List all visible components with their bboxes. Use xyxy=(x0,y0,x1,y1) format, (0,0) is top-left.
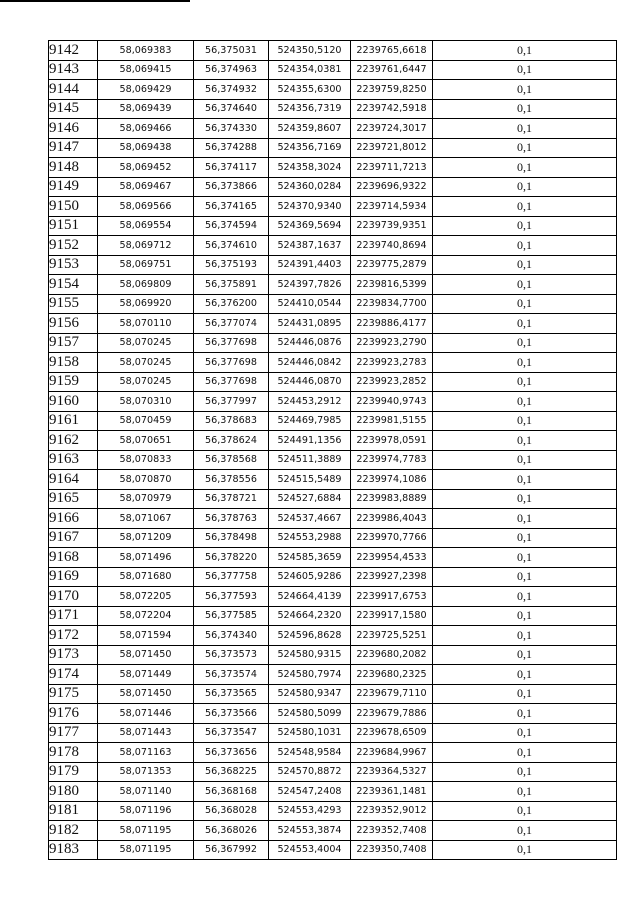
point-number-cell: 9156 xyxy=(49,314,98,334)
point-number-cell: 9168 xyxy=(49,548,98,568)
y-coordinate-cell: 2239983,8889 xyxy=(351,489,433,509)
y-coordinate-cell: 2239986,4043 xyxy=(351,509,433,529)
longitude-cell: 56,374594 xyxy=(194,216,269,236)
accuracy-cell: 0,1 xyxy=(433,353,617,373)
accuracy-cell: 0,1 xyxy=(433,645,617,665)
point-number-cell: 9183 xyxy=(49,840,98,860)
accuracy-cell: 0,1 xyxy=(433,470,617,490)
longitude-cell: 56,377997 xyxy=(194,392,269,412)
longitude-cell: 56,368026 xyxy=(194,821,269,841)
table-row xyxy=(49,684,617,704)
accuracy-cell: 0,1 xyxy=(433,119,617,139)
point-number-cell: 9170 xyxy=(49,587,98,607)
point-number-cell: 9150 xyxy=(49,197,98,217)
x-coordinate-cell: 524354,0381 xyxy=(269,60,351,80)
latitude-cell: 58,071450 xyxy=(98,684,194,704)
point-number-cell: 9161 xyxy=(49,411,98,431)
latitude-cell: 58,070110 xyxy=(98,314,194,334)
longitude-cell: 56,378683 xyxy=(194,411,269,431)
latitude-cell: 58,069467 xyxy=(98,177,194,197)
point-number-cell: 9164 xyxy=(49,470,98,490)
x-coordinate-cell: 524664,2320 xyxy=(269,606,351,626)
longitude-cell: 56,373866 xyxy=(194,177,269,197)
y-coordinate-cell: 2239711,7213 xyxy=(351,158,433,178)
longitude-cell: 56,378721 xyxy=(194,489,269,509)
longitude-cell: 56,374640 xyxy=(194,99,269,119)
point-number-cell: 9165 xyxy=(49,489,98,509)
point-number-cell: 9163 xyxy=(49,450,98,470)
table-row xyxy=(49,80,617,100)
longitude-cell: 56,374165 xyxy=(194,197,269,217)
point-number-cell: 9179 xyxy=(49,762,98,782)
latitude-cell: 58,071195 xyxy=(98,821,194,841)
latitude-cell: 58,069383 xyxy=(98,41,194,61)
point-number-cell: 9166 xyxy=(49,509,98,529)
longitude-cell: 56,374330 xyxy=(194,119,269,139)
point-number-cell: 9153 xyxy=(49,255,98,275)
latitude-cell: 58,071680 xyxy=(98,567,194,587)
x-coordinate-cell: 524446,0876 xyxy=(269,333,351,353)
table-row xyxy=(49,275,617,295)
x-coordinate-cell: 524580,9347 xyxy=(269,684,351,704)
longitude-cell: 56,373573 xyxy=(194,645,269,665)
accuracy-cell: 0,1 xyxy=(433,314,617,334)
x-coordinate-cell: 524515,5489 xyxy=(269,470,351,490)
x-coordinate-cell: 524350,5120 xyxy=(269,41,351,61)
longitude-cell: 56,375891 xyxy=(194,275,269,295)
table-row xyxy=(49,762,617,782)
table-row xyxy=(49,548,617,568)
y-coordinate-cell: 2239680,2082 xyxy=(351,645,433,665)
point-number-cell: 9159 xyxy=(49,372,98,392)
x-coordinate-cell: 524446,0842 xyxy=(269,353,351,373)
latitude-cell: 58,069566 xyxy=(98,197,194,217)
accuracy-cell: 0,1 xyxy=(433,294,617,314)
y-coordinate-cell: 2239978,0591 xyxy=(351,431,433,451)
longitude-cell: 56,367992 xyxy=(194,840,269,860)
y-coordinate-cell: 2239886,4177 xyxy=(351,314,433,334)
y-coordinate-cell: 2239679,7886 xyxy=(351,704,433,724)
x-coordinate-cell: 524469,7985 xyxy=(269,411,351,431)
x-coordinate-cell: 524356,7319 xyxy=(269,99,351,119)
table-row xyxy=(49,489,617,509)
table-row xyxy=(49,411,617,431)
y-coordinate-cell: 2239714,5934 xyxy=(351,197,433,217)
x-coordinate-cell: 524356,7169 xyxy=(269,138,351,158)
y-coordinate-cell: 2239724,3017 xyxy=(351,119,433,139)
accuracy-cell: 0,1 xyxy=(433,528,617,548)
x-coordinate-cell: 524585,3659 xyxy=(269,548,351,568)
longitude-cell: 56,373574 xyxy=(194,665,269,685)
table-row xyxy=(49,294,617,314)
longitude-cell: 56,378556 xyxy=(194,470,269,490)
y-coordinate-cell: 2239684,9967 xyxy=(351,743,433,763)
accuracy-cell: 0,1 xyxy=(433,704,617,724)
x-coordinate-cell: 524548,9584 xyxy=(269,743,351,763)
longitude-cell: 56,373656 xyxy=(194,743,269,763)
table-row xyxy=(49,236,617,256)
longitude-cell: 56,374117 xyxy=(194,158,269,178)
table-row xyxy=(49,782,617,802)
accuracy-cell: 0,1 xyxy=(433,587,617,607)
latitude-cell: 58,069809 xyxy=(98,275,194,295)
y-coordinate-cell: 2239927,2398 xyxy=(351,567,433,587)
table-row xyxy=(49,333,617,353)
point-number-cell: 9155 xyxy=(49,294,98,314)
y-coordinate-cell: 2239759,8250 xyxy=(351,80,433,100)
point-number-cell: 9152 xyxy=(49,236,98,256)
y-coordinate-cell: 2239970,7766 xyxy=(351,528,433,548)
x-coordinate-cell: 524359,8607 xyxy=(269,119,351,139)
table-row xyxy=(49,840,617,860)
point-number-cell: 9158 xyxy=(49,353,98,373)
latitude-cell: 58,070651 xyxy=(98,431,194,451)
y-coordinate-cell: 2239923,2790 xyxy=(351,333,433,353)
longitude-cell: 56,377698 xyxy=(194,353,269,373)
y-coordinate-cell: 2239974,1086 xyxy=(351,470,433,490)
latitude-cell: 58,071594 xyxy=(98,626,194,646)
point-number-cell: 9176 xyxy=(49,704,98,724)
latitude-cell: 58,070979 xyxy=(98,489,194,509)
y-coordinate-cell: 2239740,8694 xyxy=(351,236,433,256)
latitude-cell: 58,071140 xyxy=(98,782,194,802)
x-coordinate-cell: 524553,3874 xyxy=(269,821,351,841)
x-coordinate-cell: 524387,1637 xyxy=(269,236,351,256)
x-coordinate-cell: 524358,3024 xyxy=(269,158,351,178)
x-coordinate-cell: 524355,6300 xyxy=(269,80,351,100)
y-coordinate-cell: 2239917,1580 xyxy=(351,606,433,626)
x-coordinate-cell: 524446,0870 xyxy=(269,372,351,392)
latitude-cell: 58,070833 xyxy=(98,450,194,470)
accuracy-cell: 0,1 xyxy=(433,840,617,860)
point-number-cell: 9154 xyxy=(49,275,98,295)
accuracy-cell: 0,1 xyxy=(433,158,617,178)
table-row xyxy=(49,177,617,197)
table-row xyxy=(49,372,617,392)
point-number-cell: 9157 xyxy=(49,333,98,353)
y-coordinate-cell: 2239352,7408 xyxy=(351,821,433,841)
table-row xyxy=(49,470,617,490)
accuracy-cell: 0,1 xyxy=(433,665,617,685)
x-coordinate-cell: 524369,5694 xyxy=(269,216,351,236)
accuracy-cell: 0,1 xyxy=(433,509,617,529)
accuracy-cell: 0,1 xyxy=(433,138,617,158)
latitude-cell: 58,071496 xyxy=(98,548,194,568)
longitude-cell: 56,377698 xyxy=(194,333,269,353)
table-row xyxy=(49,626,617,646)
latitude-cell: 58,071195 xyxy=(98,840,194,860)
point-number-cell: 9174 xyxy=(49,665,98,685)
longitude-cell: 56,377585 xyxy=(194,606,269,626)
x-coordinate-cell: 524431,0895 xyxy=(269,314,351,334)
point-number-cell: 9180 xyxy=(49,782,98,802)
point-number-cell: 9147 xyxy=(49,138,98,158)
longitude-cell: 56,378498 xyxy=(194,528,269,548)
accuracy-cell: 0,1 xyxy=(433,392,617,412)
y-coordinate-cell: 2239725,5251 xyxy=(351,626,433,646)
y-coordinate-cell: 2239364,5327 xyxy=(351,762,433,782)
point-number-cell: 9171 xyxy=(49,606,98,626)
x-coordinate-cell: 524453,2912 xyxy=(269,392,351,412)
longitude-cell: 56,368168 xyxy=(194,782,269,802)
latitude-cell: 58,071163 xyxy=(98,743,194,763)
x-coordinate-cell: 524547,2408 xyxy=(269,782,351,802)
point-number-cell: 9172 xyxy=(49,626,98,646)
longitude-cell: 56,368028 xyxy=(194,801,269,821)
x-coordinate-cell: 524605,9286 xyxy=(269,567,351,587)
longitude-cell: 56,368225 xyxy=(194,762,269,782)
y-coordinate-cell: 2239923,2783 xyxy=(351,353,433,373)
accuracy-cell: 0,1 xyxy=(433,80,617,100)
x-coordinate-cell: 524580,7974 xyxy=(269,665,351,685)
x-coordinate-cell: 524570,8872 xyxy=(269,762,351,782)
table-row xyxy=(49,392,617,412)
y-coordinate-cell: 2239981,5155 xyxy=(351,411,433,431)
x-coordinate-cell: 524553,4004 xyxy=(269,840,351,860)
point-number-cell: 9148 xyxy=(49,158,98,178)
table-row xyxy=(49,723,617,743)
longitude-cell: 56,378624 xyxy=(194,431,269,451)
accuracy-cell: 0,1 xyxy=(433,236,617,256)
y-coordinate-cell: 2239739,9351 xyxy=(351,216,433,236)
y-coordinate-cell: 2239361,1481 xyxy=(351,782,433,802)
y-coordinate-cell: 2239350,7408 xyxy=(351,840,433,860)
top-rule xyxy=(0,0,190,2)
point-number-cell: 9149 xyxy=(49,177,98,197)
point-number-cell: 9146 xyxy=(49,119,98,139)
longitude-cell: 56,373565 xyxy=(194,684,269,704)
accuracy-cell: 0,1 xyxy=(433,99,617,119)
point-number-cell: 9167 xyxy=(49,528,98,548)
point-number-cell: 9142 xyxy=(49,41,98,61)
point-number-cell: 9182 xyxy=(49,821,98,841)
latitude-cell: 58,072205 xyxy=(98,587,194,607)
y-coordinate-cell: 2239954,4533 xyxy=(351,548,433,568)
point-number-cell: 9169 xyxy=(49,567,98,587)
latitude-cell: 58,069452 xyxy=(98,158,194,178)
accuracy-cell: 0,1 xyxy=(433,762,617,782)
table-row xyxy=(49,431,617,451)
y-coordinate-cell: 2239917,6753 xyxy=(351,587,433,607)
latitude-cell: 58,069751 xyxy=(98,255,194,275)
table-row xyxy=(49,314,617,334)
accuracy-cell: 0,1 xyxy=(433,606,617,626)
y-coordinate-cell: 2239742,5918 xyxy=(351,99,433,119)
accuracy-cell: 0,1 xyxy=(433,197,617,217)
latitude-cell: 58,070245 xyxy=(98,372,194,392)
x-coordinate-cell: 524410,0544 xyxy=(269,294,351,314)
accuracy-cell: 0,1 xyxy=(433,723,617,743)
longitude-cell: 56,373547 xyxy=(194,723,269,743)
latitude-cell: 58,071209 xyxy=(98,528,194,548)
y-coordinate-cell: 2239679,7110 xyxy=(351,684,433,704)
x-coordinate-cell: 524580,9315 xyxy=(269,645,351,665)
latitude-cell: 58,071067 xyxy=(98,509,194,529)
table-row xyxy=(49,801,617,821)
longitude-cell: 56,377698 xyxy=(194,372,269,392)
latitude-cell: 58,070870 xyxy=(98,470,194,490)
point-number-cell: 9162 xyxy=(49,431,98,451)
longitude-cell: 56,378763 xyxy=(194,509,269,529)
point-number-cell: 9177 xyxy=(49,723,98,743)
latitude-cell: 58,069712 xyxy=(98,236,194,256)
point-number-cell: 9173 xyxy=(49,645,98,665)
table-row xyxy=(49,216,617,236)
y-coordinate-cell: 2239352,9012 xyxy=(351,801,433,821)
y-coordinate-cell: 2239816,5399 xyxy=(351,275,433,295)
point-number-cell: 9145 xyxy=(49,99,98,119)
accuracy-cell: 0,1 xyxy=(433,801,617,821)
longitude-cell: 56,377593 xyxy=(194,587,269,607)
latitude-cell: 58,071353 xyxy=(98,762,194,782)
latitude-cell: 58,070245 xyxy=(98,353,194,373)
latitude-cell: 58,071446 xyxy=(98,704,194,724)
accuracy-cell: 0,1 xyxy=(433,255,617,275)
longitude-cell: 56,377074 xyxy=(194,314,269,334)
accuracy-cell: 0,1 xyxy=(433,275,617,295)
x-coordinate-cell: 524553,2988 xyxy=(269,528,351,548)
table-row xyxy=(49,99,617,119)
accuracy-cell: 0,1 xyxy=(433,626,617,646)
longitude-cell: 56,374340 xyxy=(194,626,269,646)
accuracy-cell: 0,1 xyxy=(433,489,617,509)
longitude-cell: 56,375193 xyxy=(194,255,269,275)
latitude-cell: 58,069466 xyxy=(98,119,194,139)
coordinates-table xyxy=(48,40,617,860)
accuracy-cell: 0,1 xyxy=(433,431,617,451)
point-number-cell: 9175 xyxy=(49,684,98,704)
x-coordinate-cell: 524596,8628 xyxy=(269,626,351,646)
longitude-cell: 56,374932 xyxy=(194,80,269,100)
latitude-cell: 58,071443 xyxy=(98,723,194,743)
accuracy-cell: 0,1 xyxy=(433,548,617,568)
table-row xyxy=(49,158,617,178)
y-coordinate-cell: 2239678,6509 xyxy=(351,723,433,743)
accuracy-cell: 0,1 xyxy=(433,411,617,431)
latitude-cell: 58,069439 xyxy=(98,99,194,119)
y-coordinate-cell: 2239940,9743 xyxy=(351,392,433,412)
x-coordinate-cell: 524537,4667 xyxy=(269,509,351,529)
accuracy-cell: 0,1 xyxy=(433,177,617,197)
point-number-cell: 9143 xyxy=(49,60,98,80)
latitude-cell: 58,069920 xyxy=(98,294,194,314)
table-row xyxy=(49,255,617,275)
accuracy-cell: 0,1 xyxy=(433,60,617,80)
accuracy-cell: 0,1 xyxy=(433,41,617,61)
latitude-cell: 58,070459 xyxy=(98,411,194,431)
point-number-cell: 9160 xyxy=(49,392,98,412)
y-coordinate-cell: 2239834,7700 xyxy=(351,294,433,314)
x-coordinate-cell: 524664,4139 xyxy=(269,587,351,607)
table-row xyxy=(49,60,617,80)
y-coordinate-cell: 2239721,8012 xyxy=(351,138,433,158)
y-coordinate-cell: 2239923,2852 xyxy=(351,372,433,392)
table-row xyxy=(49,821,617,841)
table-row xyxy=(49,743,617,763)
longitude-cell: 56,378568 xyxy=(194,450,269,470)
y-coordinate-cell: 2239974,7783 xyxy=(351,450,433,470)
latitude-cell: 58,071450 xyxy=(98,645,194,665)
table-row xyxy=(49,528,617,548)
table-row xyxy=(49,509,617,529)
accuracy-cell: 0,1 xyxy=(433,333,617,353)
accuracy-cell: 0,1 xyxy=(433,372,617,392)
accuracy-cell: 0,1 xyxy=(433,216,617,236)
y-coordinate-cell: 2239680,2325 xyxy=(351,665,433,685)
accuracy-cell: 0,1 xyxy=(433,743,617,763)
table-row xyxy=(49,450,617,470)
latitude-cell: 58,069415 xyxy=(98,60,194,80)
latitude-cell: 58,069554 xyxy=(98,216,194,236)
longitude-cell: 56,377758 xyxy=(194,567,269,587)
table-row xyxy=(49,665,617,685)
longitude-cell: 56,374610 xyxy=(194,236,269,256)
y-coordinate-cell: 2239765,6618 xyxy=(351,41,433,61)
x-coordinate-cell: 524553,4293 xyxy=(269,801,351,821)
longitude-cell: 56,374963 xyxy=(194,60,269,80)
latitude-cell: 58,069429 xyxy=(98,80,194,100)
accuracy-cell: 0,1 xyxy=(433,567,617,587)
coordinates-table-body xyxy=(49,41,617,860)
point-number-cell: 9178 xyxy=(49,743,98,763)
x-coordinate-cell: 524360,0284 xyxy=(269,177,351,197)
accuracy-cell: 0,1 xyxy=(433,821,617,841)
x-coordinate-cell: 524491,1356 xyxy=(269,431,351,451)
x-coordinate-cell: 524370,9340 xyxy=(269,197,351,217)
longitude-cell: 56,374288 xyxy=(194,138,269,158)
x-coordinate-cell: 524511,3889 xyxy=(269,450,351,470)
x-coordinate-cell: 524397,7826 xyxy=(269,275,351,295)
latitude-cell: 58,071449 xyxy=(98,665,194,685)
table-row xyxy=(49,353,617,373)
point-number-cell: 9151 xyxy=(49,216,98,236)
y-coordinate-cell: 2239761,6447 xyxy=(351,60,433,80)
table-row xyxy=(49,41,617,61)
longitude-cell: 56,378220 xyxy=(194,548,269,568)
table-row xyxy=(49,119,617,139)
table-row xyxy=(49,704,617,724)
latitude-cell: 58,069438 xyxy=(98,138,194,158)
table-row xyxy=(49,645,617,665)
y-coordinate-cell: 2239775,2879 xyxy=(351,255,433,275)
latitude-cell: 58,070310 xyxy=(98,392,194,412)
x-coordinate-cell: 524580,5099 xyxy=(269,704,351,724)
latitude-cell: 58,070245 xyxy=(98,333,194,353)
table-row xyxy=(49,606,617,626)
x-coordinate-cell: 524580,1031 xyxy=(269,723,351,743)
longitude-cell: 56,376200 xyxy=(194,294,269,314)
x-coordinate-cell: 524391,4403 xyxy=(269,255,351,275)
accuracy-cell: 0,1 xyxy=(433,782,617,802)
x-coordinate-cell: 524527,6884 xyxy=(269,489,351,509)
table-row xyxy=(49,587,617,607)
y-coordinate-cell: 2239696,9322 xyxy=(351,177,433,197)
table-row xyxy=(49,138,617,158)
latitude-cell: 58,071196 xyxy=(98,801,194,821)
point-number-cell: 9181 xyxy=(49,801,98,821)
table-row xyxy=(49,197,617,217)
point-number-cell: 9144 xyxy=(49,80,98,100)
longitude-cell: 56,373566 xyxy=(194,704,269,724)
table-row xyxy=(49,567,617,587)
accuracy-cell: 0,1 xyxy=(433,450,617,470)
longitude-cell: 56,375031 xyxy=(194,41,269,61)
accuracy-cell: 0,1 xyxy=(433,684,617,704)
latitude-cell: 58,072204 xyxy=(98,606,194,626)
